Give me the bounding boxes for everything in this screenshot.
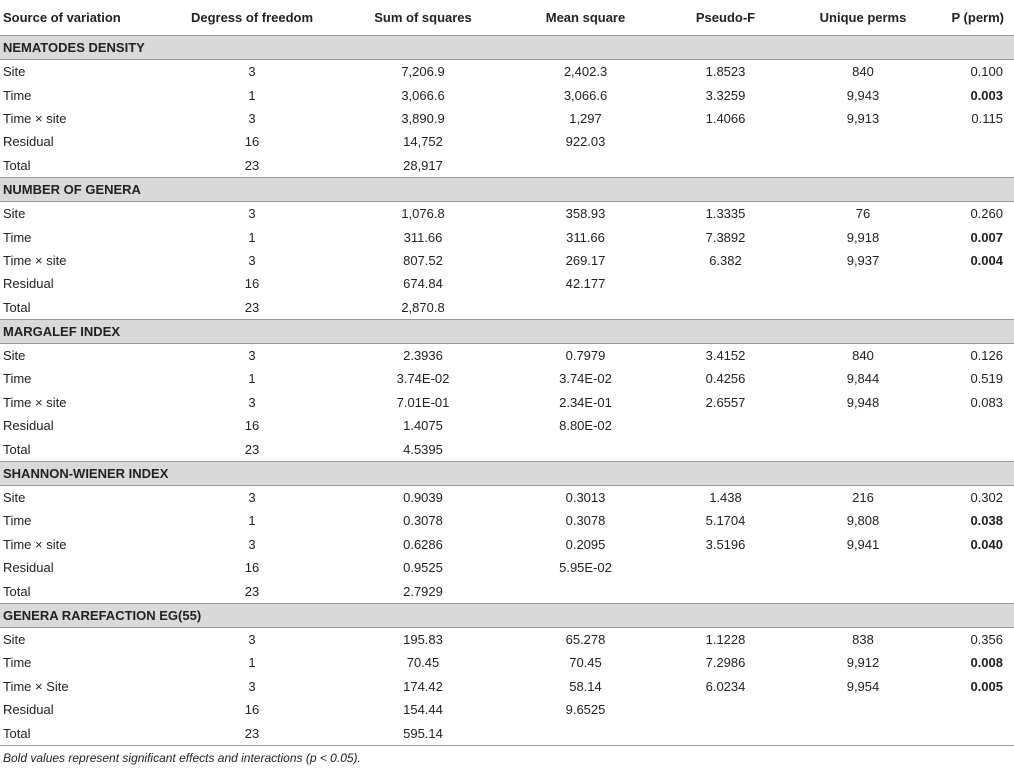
cell-sum-of-squares: 7.01E-01 — [396, 394, 450, 410]
cell-pseudo-f — [663, 154, 788, 178]
header-ss: Sum of squares — [338, 0, 508, 36]
cell-unique-perms: 9,937 — [846, 252, 880, 268]
cell-p-perm: 0.100 — [970, 64, 1003, 80]
cell-source: Total — [3, 299, 31, 315]
cell-df: 3 — [248, 206, 256, 222]
cell-df: 16 — [244, 418, 260, 434]
cell-unique-perms — [788, 579, 938, 603]
table-row — [0, 201, 1014, 225]
cell-source: Time × site — [3, 252, 67, 268]
cell-unique-perms — [788, 414, 938, 437]
table-row — [0, 721, 1014, 745]
cell-pseudo-f: 6.0234 — [705, 678, 746, 694]
cell-p-perm: 0.040 — [970, 536, 1003, 552]
section-header-row — [0, 603, 1014, 627]
cell-pseudo-f: 3.3259 — [705, 87, 746, 103]
cell-mean-square: 3.74E-02 — [559, 371, 612, 387]
cell-source: Time × site — [3, 394, 67, 410]
cell-source: Time × site — [3, 110, 67, 126]
cell-source: Site — [3, 348, 26, 364]
cell-unique-perms — [788, 272, 938, 295]
cell-sum-of-squares: 674.84 — [403, 276, 443, 292]
cell-source: Site — [3, 64, 26, 80]
cell-sum-of-squares: 3,066.6 — [401, 87, 445, 103]
cell-p-perm — [938, 154, 1014, 178]
cell-source: Residual — [3, 276, 54, 292]
cell-unique-perms — [788, 437, 938, 461]
cell-df: 3 — [248, 394, 256, 410]
cell-mean-square: 2.34E-01 — [559, 394, 612, 410]
cell-pseudo-f — [663, 296, 788, 320]
header-ms: Mean square — [508, 0, 663, 36]
cell-df: 23 — [166, 721, 338, 745]
table-row — [0, 698, 1014, 721]
table-row — [0, 154, 1014, 178]
cell-mean-square: 3,066.6 — [563, 87, 608, 103]
cell-sum-of-squares: 4.5395 — [403, 441, 443, 457]
cell-sum-of-squares: 311.66 — [403, 229, 443, 245]
cell-sum-of-squares: 174.42 — [403, 678, 443, 694]
cell-pseudo-f: 0.4256 — [705, 371, 746, 387]
cell-df: 23 — [244, 299, 260, 315]
cell-df: 3 — [248, 110, 256, 126]
table-row — [0, 627, 1014, 651]
cell-mean-square — [508, 437, 663, 461]
cell-mean-square: 65.278 — [565, 632, 606, 647]
cell-mean-square: 922.03 — [565, 134, 606, 150]
cell-p-perm: 0.003 — [970, 87, 1003, 103]
cell-pseudo-f: 1.4066 — [705, 110, 746, 126]
cell-df: 3 — [248, 536, 256, 552]
cell-sum-of-squares: 1,076.8 — [401, 206, 445, 222]
table-row — [0, 60, 1014, 84]
cell-unique-perms: 840 — [852, 64, 874, 80]
section-header-row — [0, 36, 1014, 60]
cell-p-perm: 0.005 — [970, 678, 1003, 694]
cell-source: Total — [3, 157, 31, 173]
cell-sum-of-squares: 0.9039 — [403, 490, 443, 506]
table-row — [0, 437, 1014, 461]
cell-p-perm: 0.083 — [970, 394, 1003, 410]
cell-pseudo-f — [663, 437, 788, 461]
cell-p-perm — [938, 437, 1014, 461]
cell-sum-of-squares: 2.3936 — [403, 348, 443, 364]
cell-df: 16 — [244, 702, 260, 718]
cell-sum-of-squares: 14,752 — [403, 134, 443, 150]
cell-df: 16 — [244, 276, 260, 292]
cell-pseudo-f: 5.1704 — [705, 513, 746, 529]
cell-p-perm: 0.302 — [970, 490, 1003, 506]
cell-mean-square: 269.17 — [565, 252, 606, 268]
cell-df: 16 — [244, 560, 260, 576]
cell-p-perm: 0.519 — [970, 371, 1003, 387]
table-row — [0, 225, 1014, 248]
cell-unique-perms: 76 — [855, 206, 871, 222]
cell-sum-of-squares: 3.74E-02 — [396, 371, 450, 387]
cell-sum-of-squares: 0.3078 — [403, 513, 443, 529]
cell-source: Total — [0, 721, 166, 745]
table-row — [0, 296, 1014, 320]
cell-unique-perms — [788, 721, 938, 745]
cell-source: Residual — [3, 702, 54, 718]
cell-source: Site — [3, 632, 26, 647]
table-row — [0, 130, 1014, 153]
cell-p-perm — [938, 130, 1014, 153]
cell-unique-perms — [788, 130, 938, 153]
cell-df: 16 — [244, 134, 260, 150]
table-row — [0, 272, 1014, 295]
cell-pseudo-f: 1.3335 — [705, 206, 746, 222]
table-row — [0, 579, 1014, 603]
cell-p-perm — [938, 698, 1014, 721]
cell-df: 23 — [244, 441, 260, 457]
cell-df: 3 — [248, 64, 256, 80]
cell-pseudo-f — [663, 414, 788, 437]
cell-df: 23 — [244, 583, 260, 599]
cell-source: Total — [3, 441, 31, 457]
cell-source: Time × site — [3, 536, 67, 552]
cell-unique-perms: 9,918 — [846, 229, 880, 245]
table-row — [0, 651, 1014, 674]
cell-unique-perms — [788, 296, 938, 320]
cell-mean-square: 5.95E-02 — [559, 560, 612, 576]
table-row — [0, 556, 1014, 579]
cell-source: Site — [3, 206, 26, 222]
cell-unique-perms: 9,913 — [846, 110, 880, 126]
table-row — [0, 107, 1014, 130]
cell-sum-of-squares: 154.44 — [403, 702, 443, 718]
cell-p-perm: 0.008 — [970, 655, 1003, 671]
table-row — [0, 367, 1014, 390]
cell-df: 1 — [248, 371, 256, 387]
section-header-row — [0, 319, 1014, 343]
cell-mean-square: 358.93 — [565, 206, 606, 222]
cell-unique-perms: 838 — [852, 632, 874, 647]
section-title: GENERA RAREFACTION EG(55) — [0, 603, 1014, 627]
cell-p-perm — [938, 556, 1014, 579]
cell-pseudo-f: 1.1228 — [705, 632, 746, 647]
cell-pseudo-f: 7.3892 — [705, 229, 746, 245]
cell-mean-square: 0.3013 — [565, 490, 606, 506]
cell-unique-perms: 9,948 — [846, 394, 880, 410]
header-row — [0, 0, 1014, 36]
cell-p-perm — [938, 414, 1014, 437]
table-header — [0, 0, 1014, 36]
cell-df: 23 — [244, 157, 260, 173]
cell-df: 3 — [248, 348, 256, 364]
cell-unique-perms: 9,943 — [846, 87, 880, 103]
cell-mean-square: 70.45 — [569, 655, 602, 671]
cell-mean-square: 8.80E-02 — [559, 418, 612, 434]
cell-mean-square: 2,402.3 — [563, 64, 608, 80]
header-p-perm: P (perm) — [938, 0, 1014, 36]
cell-pseudo-f — [663, 556, 788, 579]
cell-source: Site — [3, 490, 26, 506]
section-title: SHANNON-WIENER INDEX — [0, 461, 1014, 485]
table-row — [0, 249, 1014, 272]
cell-source: Time — [3, 655, 32, 671]
cell-sum-of-squares: 595.14 — [338, 721, 508, 745]
cell-p-perm: 0.126 — [970, 348, 1003, 364]
section-title: NEMATODES DENSITY — [0, 36, 1014, 60]
cell-p-perm: 0.260 — [970, 206, 1003, 222]
cell-sum-of-squares: 70.45 — [406, 655, 440, 671]
cell-pseudo-f — [663, 698, 788, 721]
section-header-row — [0, 461, 1014, 485]
cell-source: Time — [3, 513, 32, 529]
cell-unique-perms — [788, 698, 938, 721]
cell-sum-of-squares: 2,870.8 — [401, 299, 445, 315]
cell-sum-of-squares: 807.52 — [403, 252, 443, 268]
table-row — [0, 509, 1014, 532]
header-unique-perms: Unique perms — [788, 0, 938, 36]
cell-p-perm: 0.007 — [970, 229, 1003, 245]
cell-source: Residual — [3, 134, 54, 150]
cell-mean-square — [508, 579, 663, 603]
cell-source: Time — [3, 87, 32, 103]
table-row — [0, 675, 1014, 698]
cell-sum-of-squares: 28,917 — [403, 157, 443, 173]
cell-p-perm: 0.004 — [970, 252, 1003, 268]
cell-unique-perms: 840 — [852, 348, 874, 364]
cell-unique-perms: 216 — [852, 490, 874, 506]
cell-unique-perms — [788, 154, 938, 178]
cell-df: 1 — [248, 87, 256, 103]
cell-pseudo-f — [663, 579, 788, 603]
cell-source: Residual — [3, 560, 54, 576]
table-row — [0, 485, 1014, 509]
cell-sum-of-squares: 195.83 — [403, 632, 443, 647]
table-row — [0, 391, 1014, 414]
table-row — [0, 414, 1014, 437]
table-footnote: Bold values represent significant effects and interactions (p < 0.05). — [3, 750, 361, 765]
cell-unique-perms: 9,954 — [846, 678, 880, 694]
cell-p-perm: 0.038 — [970, 513, 1003, 529]
table-row — [0, 343, 1014, 367]
cell-pseudo-f: 3.5196 — [705, 536, 746, 552]
cell-mean-square: 0.2095 — [565, 536, 606, 552]
cell-mean-square: 311.66 — [566, 229, 605, 245]
cell-sum-of-squares: 1.4075 — [403, 418, 443, 434]
header-pseudo-f: Pseudo-F — [663, 0, 788, 36]
cell-source: Time — [3, 229, 32, 245]
cell-source: Residual — [3, 418, 54, 434]
cell-pseudo-f: 1.438 — [709, 490, 742, 506]
cell-pseudo-f: 2.6557 — [705, 394, 746, 410]
cell-sum-of-squares: 7,206.9 — [401, 64, 445, 80]
cell-pseudo-f — [663, 721, 788, 745]
table-row — [0, 533, 1014, 556]
cell-pseudo-f — [663, 130, 788, 153]
cell-p-perm — [938, 272, 1014, 295]
cell-mean-square: 58.14 — [569, 678, 602, 694]
cell-df: 3 — [248, 632, 256, 647]
cell-mean-square — [508, 154, 663, 178]
cell-p-perm — [938, 579, 1014, 603]
cell-sum-of-squares: 2.7929 — [403, 583, 443, 599]
cell-unique-perms: 9,941 — [846, 536, 880, 552]
cell-mean-square — [508, 721, 663, 745]
cell-pseudo-f: 6.382 — [709, 252, 742, 268]
cell-df: 1 — [248, 229, 256, 245]
cell-df: 1 — [248, 655, 256, 671]
section-title: NUMBER OF GENERA — [0, 177, 1014, 201]
header-source: Source of variation — [0, 0, 166, 36]
section-header-row — [0, 177, 1014, 201]
cell-p-perm: 0.115 — [971, 110, 1003, 126]
cell-mean-square: 1,297 — [569, 110, 602, 126]
cell-source: Total — [3, 583, 31, 599]
cell-df: 3 — [248, 252, 256, 268]
cell-p-perm: 0.356 — [970, 632, 1003, 647]
cell-p-perm — [938, 721, 1014, 745]
table-row — [0, 83, 1014, 106]
cell-pseudo-f — [663, 272, 788, 295]
header-df: Degress of freedom — [166, 0, 338, 36]
cell-mean-square: 0.7979 — [565, 348, 606, 364]
cell-df: 3 — [248, 490, 256, 506]
cell-unique-perms — [788, 556, 938, 579]
cell-source: Time — [3, 371, 32, 387]
cell-unique-perms: 9,912 — [846, 655, 880, 671]
table-body — [0, 36, 1014, 746]
cell-unique-perms: 9,844 — [846, 371, 880, 387]
section-title: MARGALEF INDEX — [0, 319, 1014, 343]
cell-mean-square — [508, 296, 663, 320]
cell-sum-of-squares: 3,890.9 — [401, 110, 445, 126]
cell-mean-square: 0.3078 — [565, 513, 606, 529]
cell-pseudo-f: 3.4152 — [705, 348, 746, 364]
cell-sum-of-squares: 0.6286 — [403, 536, 443, 552]
cell-pseudo-f: 7.2986 — [705, 655, 746, 671]
cell-mean-square: 9.6525 — [565, 702, 606, 718]
cell-unique-perms: 9,808 — [846, 513, 880, 529]
cell-sum-of-squares: 0.9525 — [403, 560, 443, 576]
cell-source: Time × Site — [3, 678, 69, 694]
cell-df: 1 — [248, 513, 256, 529]
cell-p-perm — [938, 296, 1014, 320]
cell-df: 3 — [248, 678, 256, 694]
cell-pseudo-f: 1.8523 — [705, 64, 746, 80]
cell-mean-square: 42.177 — [565, 276, 606, 292]
